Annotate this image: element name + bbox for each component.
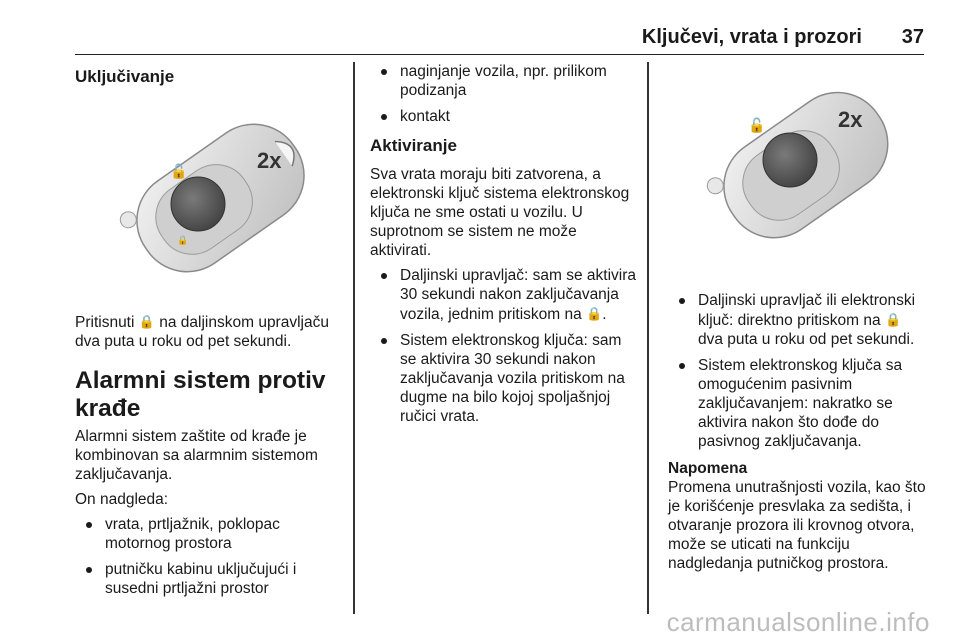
page-header <box>75 22 924 55</box>
monitors-label: On nadgleda: <box>75 491 169 508</box>
key-fob-image <box>75 96 343 306</box>
column-divider <box>353 62 355 614</box>
activation-list <box>370 266 638 426</box>
right-column <box>668 62 926 579</box>
activation-conditions: Sva vrata moraju biti zatvorena, a elektronski ključ sistema elektronskog ključa ne sme ostati u vozilu. U suprotnom se sistem ne može aktivirati. <box>370 166 630 259</box>
monitored-list <box>75 515 343 598</box>
heading-alarm-system: Alarmni sistem protiv krađe <box>75 367 326 422</box>
note-heading: Napomena <box>668 460 748 477</box>
list-item: Sistem elektronskog ključa sa omogućenim pasivnim zaključavanjem: nakratko se aktivira nakon što dođe do pasivnog zaključavanja. <box>668 356 926 451</box>
lock-icon: 🔒 <box>586 306 603 321</box>
list-item: naginjanje vozila, npr. prilikom podizanja <box>370 62 638 100</box>
list-item: vrata, prtljažnik, poklopac motornog prostora <box>75 515 343 553</box>
alarm-intro: Alarmni sistem zaštite od krađe je kombinovan sa alarmnim sistemom zaključavanja. <box>75 428 318 483</box>
key-fob-illustration <box>75 96 343 306</box>
svg-text:🔒: 🔒 <box>177 236 189 246</box>
heading-aktiviranje: Aktiviranje <box>370 136 457 155</box>
list-item: Daljinski upravljač ili elektronski ključ: direktno pritiskom na 🔒 dva puta u roku od pet sekundi. <box>668 291 926 349</box>
section-title: Ključevi, vrata i prozori <box>641 26 862 48</box>
column-divider <box>647 62 649 614</box>
trigger-list <box>668 291 926 451</box>
press-instruction: Pritisnuti 🔒 na daljinskom upravljaču dva puta u roku od pet sekundi. <box>75 314 329 350</box>
watermark: carmanualsonline.info <box>666 607 930 637</box>
key-fob-illustration <box>668 62 926 277</box>
middle-column <box>370 62 638 433</box>
monitored-list-continued <box>370 62 638 126</box>
svg-text:🔓: 🔓 <box>748 118 766 134</box>
lock-icon: 🔒 <box>884 312 902 327</box>
left-column <box>75 62 343 605</box>
press-count-label: 2x <box>257 148 282 173</box>
svg-text:🔓: 🔓 <box>170 164 188 180</box>
heading-ukljucivanje: Uključivanje <box>75 67 175 86</box>
list-item: putničku kabinu uključujući i susedni prtljažni prostor <box>75 560 343 598</box>
note-text: Promena unutrašnjosti vozila, kao što je korišćenje presvlaka za sedišta, i otvaranje prozora ili krovnog otvora, može se uticati na funkciju nadgledanja putničkog prostora. <box>668 479 926 572</box>
list-item: Sistem elektronskog ključa: sam se aktivira 30 sekundi nakon zaključavanja vozila pritiskom na dugme na bilo kojoj spoljašnjoj ručici vrata. <box>370 331 638 426</box>
list-item: kontakt <box>370 107 638 126</box>
lock-icon: 🔒 <box>138 314 155 329</box>
key-fob-image <box>668 62 926 277</box>
press-count-label: 2x <box>838 107 863 132</box>
page-number: 37 <box>901 26 924 48</box>
list-item: Daljinski upravljač: sam se aktivira 30 sekundi nakon zaključavanja vozila, jednim pritiskom na 🔒. <box>370 266 638 324</box>
